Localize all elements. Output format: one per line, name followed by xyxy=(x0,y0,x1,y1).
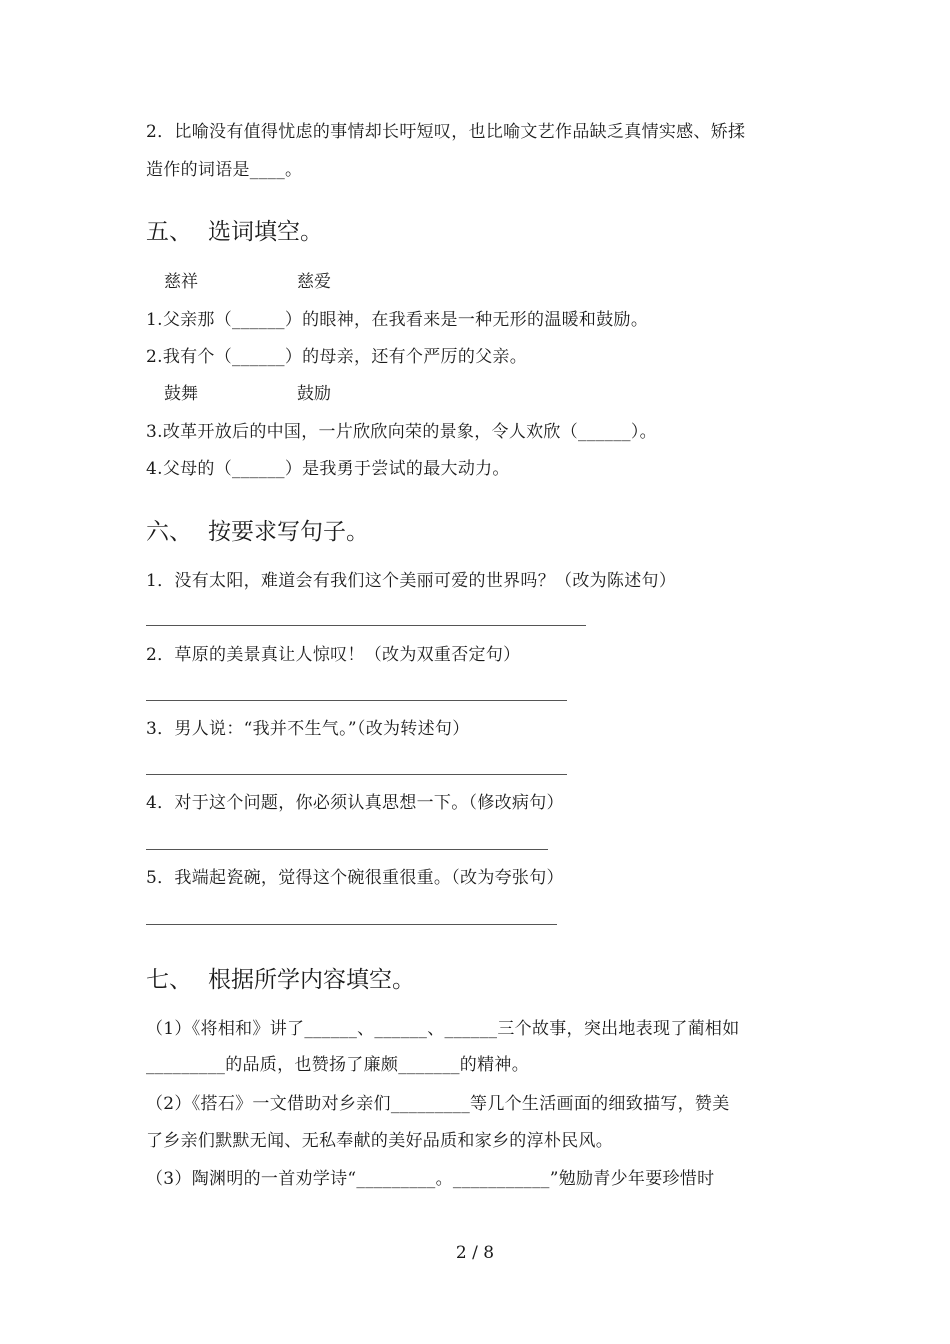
word-option-3: 鼓舞 xyxy=(164,384,198,404)
fill-question-2: 2.我有个（______）的母亲，还有个严厉的父亲。 xyxy=(146,347,528,367)
section7-title: 根据所学内容填空。 xyxy=(208,967,415,993)
word-choice-group1 xyxy=(164,270,331,294)
section6-heading xyxy=(146,517,369,547)
section5-title: 选词填空。 xyxy=(208,219,323,245)
rewrite-question-3: 3．男人说：“我并不生气。”（改为转述句） xyxy=(146,719,470,739)
recall-item-3-line1: （3）陶渊明的一首劝学诗“_________。___________”勉励青少年要珍惜时 xyxy=(146,1169,715,1189)
rewrite-question-4: 4．对于这个问题，你必须认真思想一下。（修改病句） xyxy=(146,793,564,813)
fill-question-3: 3.改革开放后的中国，一片欣欣向荣的景象，令人欢欣（______）。 xyxy=(146,422,657,442)
rewrite-question-1: 1．没有太阳，难道会有我们这个美丽可爱的世界吗？（改为陈述句） xyxy=(146,571,677,591)
recall-item-1-line1: （1）《将相和》讲了______、______、______三个故事，突出地表现了蔺相如 xyxy=(146,1019,740,1039)
rewrite-question-5: 5．我端起瓷碗，觉得这个碗很重很重。（改为夸张句） xyxy=(146,868,564,888)
word-option-1: 慈祥 xyxy=(164,272,198,292)
answer-line-2[interactable] xyxy=(146,700,567,701)
rewrite-question-2: 2．草原的美景真让人惊叹！（改为双重否定句） xyxy=(146,645,521,665)
section7-heading xyxy=(146,965,415,995)
section5-number: 五、 xyxy=(146,219,192,245)
recall-item-1-line2: _________的品质，也赞扬了廉颇_______的精神。 xyxy=(146,1055,529,1075)
section5-heading xyxy=(146,217,323,247)
word-option-2: 慈爱 xyxy=(297,272,331,292)
word-choice-group2 xyxy=(164,382,331,406)
answer-line-4[interactable] xyxy=(146,849,548,850)
section7-number: 七、 xyxy=(146,967,192,993)
recall-item-2-line2: 了乡亲们默默无闻、无私奉献的美好品质和家乡的淳朴民风。 xyxy=(146,1131,614,1151)
q4-tail-line1: 2．比喻没有值得忧虑的事情却长吁短叹，也比喻文艺作品缺乏真情实感、矫揉 xyxy=(146,122,746,142)
answer-line-5[interactable] xyxy=(146,924,557,925)
q4-tail-line2: 造作的词语是____。 xyxy=(146,160,303,180)
word-option-4: 鼓励 xyxy=(297,384,331,404)
section6-number: 六、 xyxy=(146,519,192,545)
recall-item-2-line1: （2）《搭石》一文借助对乡亲们_________等几个生活画面的细致描写，赞美 xyxy=(146,1094,730,1114)
answer-line-1[interactable] xyxy=(146,625,586,626)
page-number: 2 / 8 xyxy=(455,1243,495,1263)
section6-title: 按要求写句子。 xyxy=(208,519,369,545)
answer-line-3[interactable] xyxy=(146,774,567,775)
fill-question-4: 4.父母的（______）是我勇于尝试的最大动力。 xyxy=(146,459,510,479)
fill-question-1: 1.父亲那（______）的眼神，在我看来是一种无形的温暖和鼓励。 xyxy=(146,310,649,330)
